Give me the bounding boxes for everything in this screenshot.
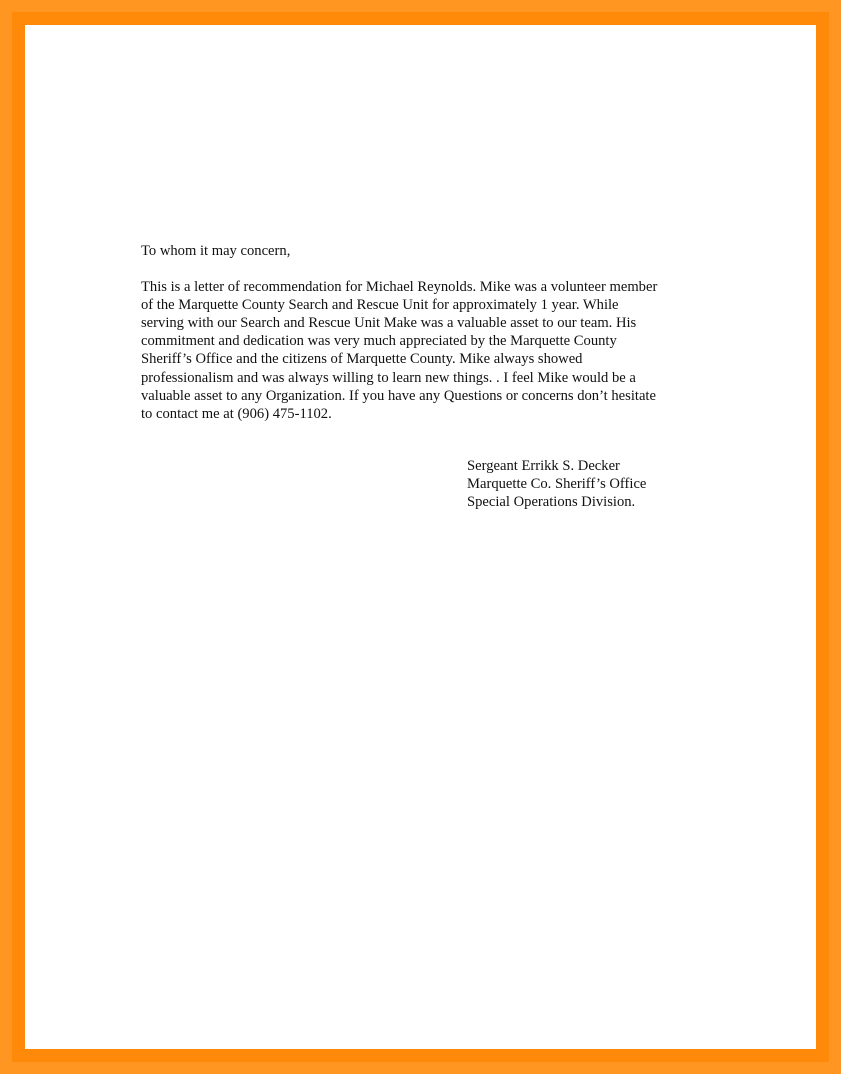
signature-division: Special Operations Division. xyxy=(467,494,636,510)
body-line: Sheriff’s Office and the citizens of Marquette County. Mike always showed xyxy=(141,351,583,368)
body-line: commitment and dedication was very much appreciated by the Marquette County xyxy=(141,333,617,350)
signature-name: Sergeant Errikk S. Decker xyxy=(467,458,620,474)
body-line: valuable asset to any Organization. If you have any Questions or concerns don’t hesitate xyxy=(141,387,656,404)
body-line: to contact me at (906) 475-1102. xyxy=(141,405,332,422)
signature-block xyxy=(467,457,646,511)
letter-body xyxy=(141,278,711,423)
body-line: serving with our Search and Rescue Unit Make was a valuable asset to our team. His xyxy=(141,315,637,332)
letter-greeting: To whom it may concern, xyxy=(141,243,291,259)
body-line: This is a letter of recommendation for Michael Reynolds. Mike was a volunteer member xyxy=(141,279,658,296)
letter-page xyxy=(25,25,816,1049)
body-line: of the Marquette County Search and Rescue Unit for approximately 1 year. While xyxy=(141,297,619,314)
letter-text xyxy=(141,242,711,423)
body-line: professionalism and was always willing to learn new things. . I feel Mike would be a xyxy=(141,369,636,386)
signature-office: Marquette Co. Sheriff’s Office xyxy=(467,476,647,492)
